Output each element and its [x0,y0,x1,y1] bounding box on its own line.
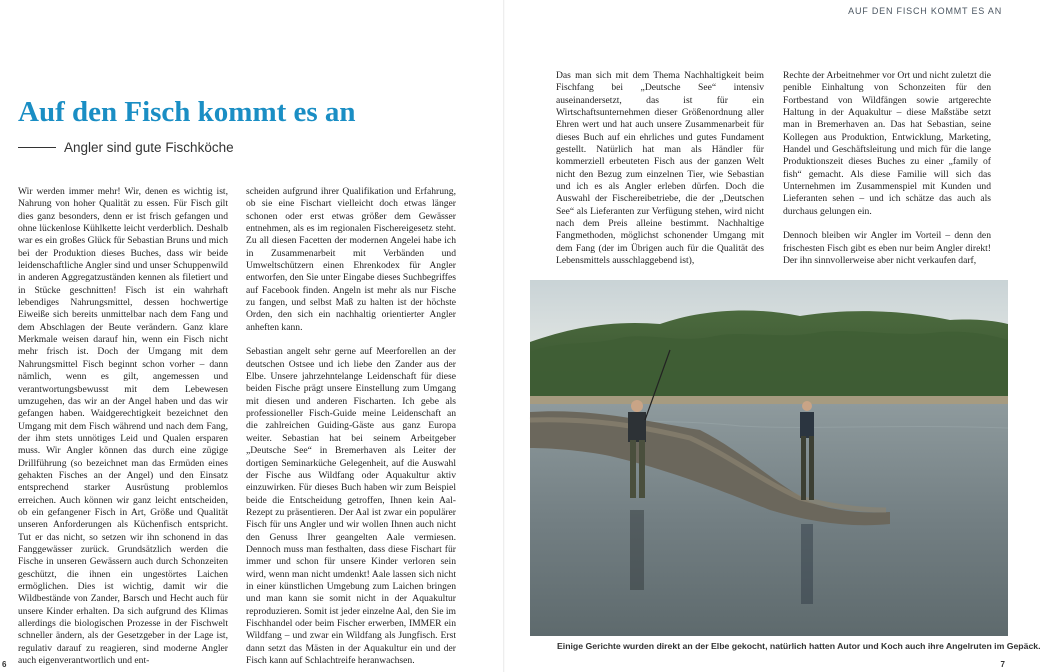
paragraph: scheiden aufgrund ihrer Qualifikation und Erfahrung, ob sie eine Fischart vielleicht doch etwas länger schonen oder erst etwas größer dem Gewässer entnehmen, als es im regionalen Fischereigesetz steht. Zu all diesen Facetten der modernen Angelei habe ich in Zusammenarbeit mit Verbänden und Umweltschützern einen Ehrenkodex für Angler entworfen, den Sie unter Eingabe dieses Suchbegriffes auf Facebook finden. Angeln ist mehr als nur Fische zu fangen, und selbst Maß zu halten ist der höchste Orden, den sich ein nachhaltig orientierter Angler anheften kann. [246,186,456,333]
photo-illustration [530,280,1008,636]
tree-canopy [530,331,1008,405]
chapter-subtitle: Angler sind gute Fischköche [64,140,234,155]
chapter-title: Auf den Fisch kommt es an [18,96,356,128]
page-gutter [503,0,505,672]
river-photo [530,280,1008,636]
text-column-4 [783,70,991,267]
paragraph: Dennoch bleiben wir Angler im Vorteil – denn den frischesten Fisch gibt es eben nur beim Angler direkt! Der ihn sinnvollerweise aber nicht verkaufen darf, [783,230,991,267]
subtitle-row [18,140,234,155]
subtitle-rule [18,147,56,148]
paragraph: Sebastian angelt sehr gerne auf Meerforellen an der deutschen Ostsee und ich liebe den Zander aus der Elbe. Unsere jahrzehntelange Leidenschaft für diese beiden Fische prägt unsere Einstellung zum Umgang mit diesen und anderen Fischarten. Ich gebe als professioneller Fisch-Guide meine Leidenschaft an die zahlreichen Guiding-Gäste aus ganz Europa weiter. Sebastian hat bei seinem Arbeitgeber „Deutsche See“ in Bremerhaven als Leiter der dortigen Seminarküche Gelegenheit, auf die Auswahl der Fische aus Wildfang oder Aquakultur aktiv einzuwirken. Für dieses Buch haben wir zum Beispiel beide die Entscheidung getroffen, Ihnen kein Aal-Rezept zu präsentieren. Der Aal ist zwar ein populärer Fisch für uns Angler und wir wollen Ihnen auch nicht den Genuss Ihrer geangelten Aale vermiesen. Dennoch muss man festhalten, dass diese Fischart für immer und schon für unsere Kinder verloren sein wird, wenn man nicht umdenkt! Aale lassen sich nicht in einer künstlichen Umgebung zum Laichen bringen und man kann sie somit nicht in der Aquakultur reproduzieren. Somit ist jeder einzelne Aal, den Sie im Fischhandel oder beim Fischer erwerben, IMMER ein Wildfang – und zwar ein Wildfang als Jungfisch. Erst dann setzt das Mästen in der Aquakultur ein und der Fisch kann auf Schlachtreife heranwachsen. [246,346,456,667]
text-column-2 [246,186,456,667]
paragraph: Wir werden immer mehr! Wir, denen es wichtig ist, Nahrung von hoher Qualität zu essen. Für Fisch gilt dies ganz besonders, denn er ist frisch gefangen und ohne lückenlose Kühlkette leicht verderblich. Deshalb war es ein großes Glück für Sebastian Bruns und mich bei der Produktion dieses Buches, dass wir beide leidenschaftliche Angler sind und unser Schuppenwild in anderen Aggregatzuständen kennen als filetiert und in Stücke geschnitten! Fisch ist ein wahrhaft lebendiges Nahrungsmittel, dessen hochwertige Eiweiße sich bereits unmittelbar nach dem Fang und dem Abschlagen der Beute verändern. Ganz klare Merkmale weisen darauf hin, wenn ein Fisch nicht mehr frisch ist. Doch der Umgang mit dem Nahrungsmittel Fisch beginnt schon vorher – dann nämlich, wenn es gilt, angemessen und verantwortungsbewusst mit dem Lebewesen umzugehen, das wir an der Angel haben und das wir gefangen haben. Waidgerechtigkeit bezeichnet den Umgang mit dem Fisch während und nach dem Fang, der ihm stets unnötiges Leid und Qualen ersparen muss. Wir Angler können das durch eine zügige Drillführung (so bezeichnet man das Ermüden eines gehakten Fisches an der Angel) und den Einsatz entsprechend starker Ausrüstung problemlos erreichen. Auch können wir ganz leicht entscheiden, ob ein gefangener Fisch in Art, Größe und Qualität unseren Anforderungen als Küchenfisch entspricht. Tut er das nicht, so setzen wir ihn schonend in das Fanggewässer zurück. Grundsätzlich werden die Fische in unseren Gewässern auch durch Schonzeiten geschützt, die ihnen ein ungestörtes Laichen ermöglichen. Dies ist wichtig, damit wir die Wildbestände von Zander, Barsch und Hecht auch für unsere Kinder erhalten. Da sich aufgrund des Klimas allerdings die biologischen Prozesse in der Fischwelt schneller ändern, als der Gesetzgeber in der Lage ist, regulativ darauf zu reagieren, sind moderne Angler auch eigenverantwortlich und ent- [18,186,228,667]
text-column-1 [18,186,228,667]
paragraph: Das man sich mit dem Thema Nachhaltigkeit beim Fischfang bei „Deutsche See“ intensiv auseinandersetzt, das ist für ein Wirtschaftsunternehmen dieser Größenordnung aller Ehren wert und hat auch unsere Zusammenarbeit für dieses Buch auf ein ehrliches und gutes Fundament gestellt. Natürlich hat man als Händler für kommerziell erbeuteten Fisch aus der ganzen Welt nicht den Bezug zum einzelnen Tier, wie Sebastian und ich es als Angler erleben dürfen. Doch die Auswahl der Fischereibetriebe, die der „Deutschen See“ als Lieferanten zur Verfügung stehen, wird nicht nach dem Preis alleine bestimmt. Nachhaltige Fangmethoden, möglichst schonender Umgang mit dem Fang (der im Übrigen auch für die Qualität des Lebensmittels ausschlaggebend ist), [556,70,764,267]
photo-caption: Einige Gerichte wurden direkt an der Elbe gekocht, natürlich hatten Autor und Koch auch ihre Angelruten im Gepäck. [557,641,1041,651]
page-number-right: 7 [1000,660,1005,669]
page-number-left: 6 [2,660,7,669]
text-column-3 [556,70,764,267]
paragraph: Rechte der Arbeitnehmer vor Ort und nicht zuletzt die penible Einhaltung von Schonzeiten für den Fortbestand von Wildfängen sowie artgerechte Haltung in der Aquakultur – diese Maßstäbe setzt man in Bremerhaven an. Das hat Sebastian, seine Kollegen aus Produktion, Entwicklung, Marketing, Handel und Geschäftsleitung und mich für die lange Produktionszeit dieses Buches zu einer „family of fish“ gemacht. Als diese Familie will sich das Unternehmen im Zusammenspiel mit Kunden und Lieferanten sehen – und ich schätze das auch als durchaus gelungen ein. [783,70,991,217]
running-head: AUF DEN FISCH KOMMT ES AN [848,6,1002,16]
